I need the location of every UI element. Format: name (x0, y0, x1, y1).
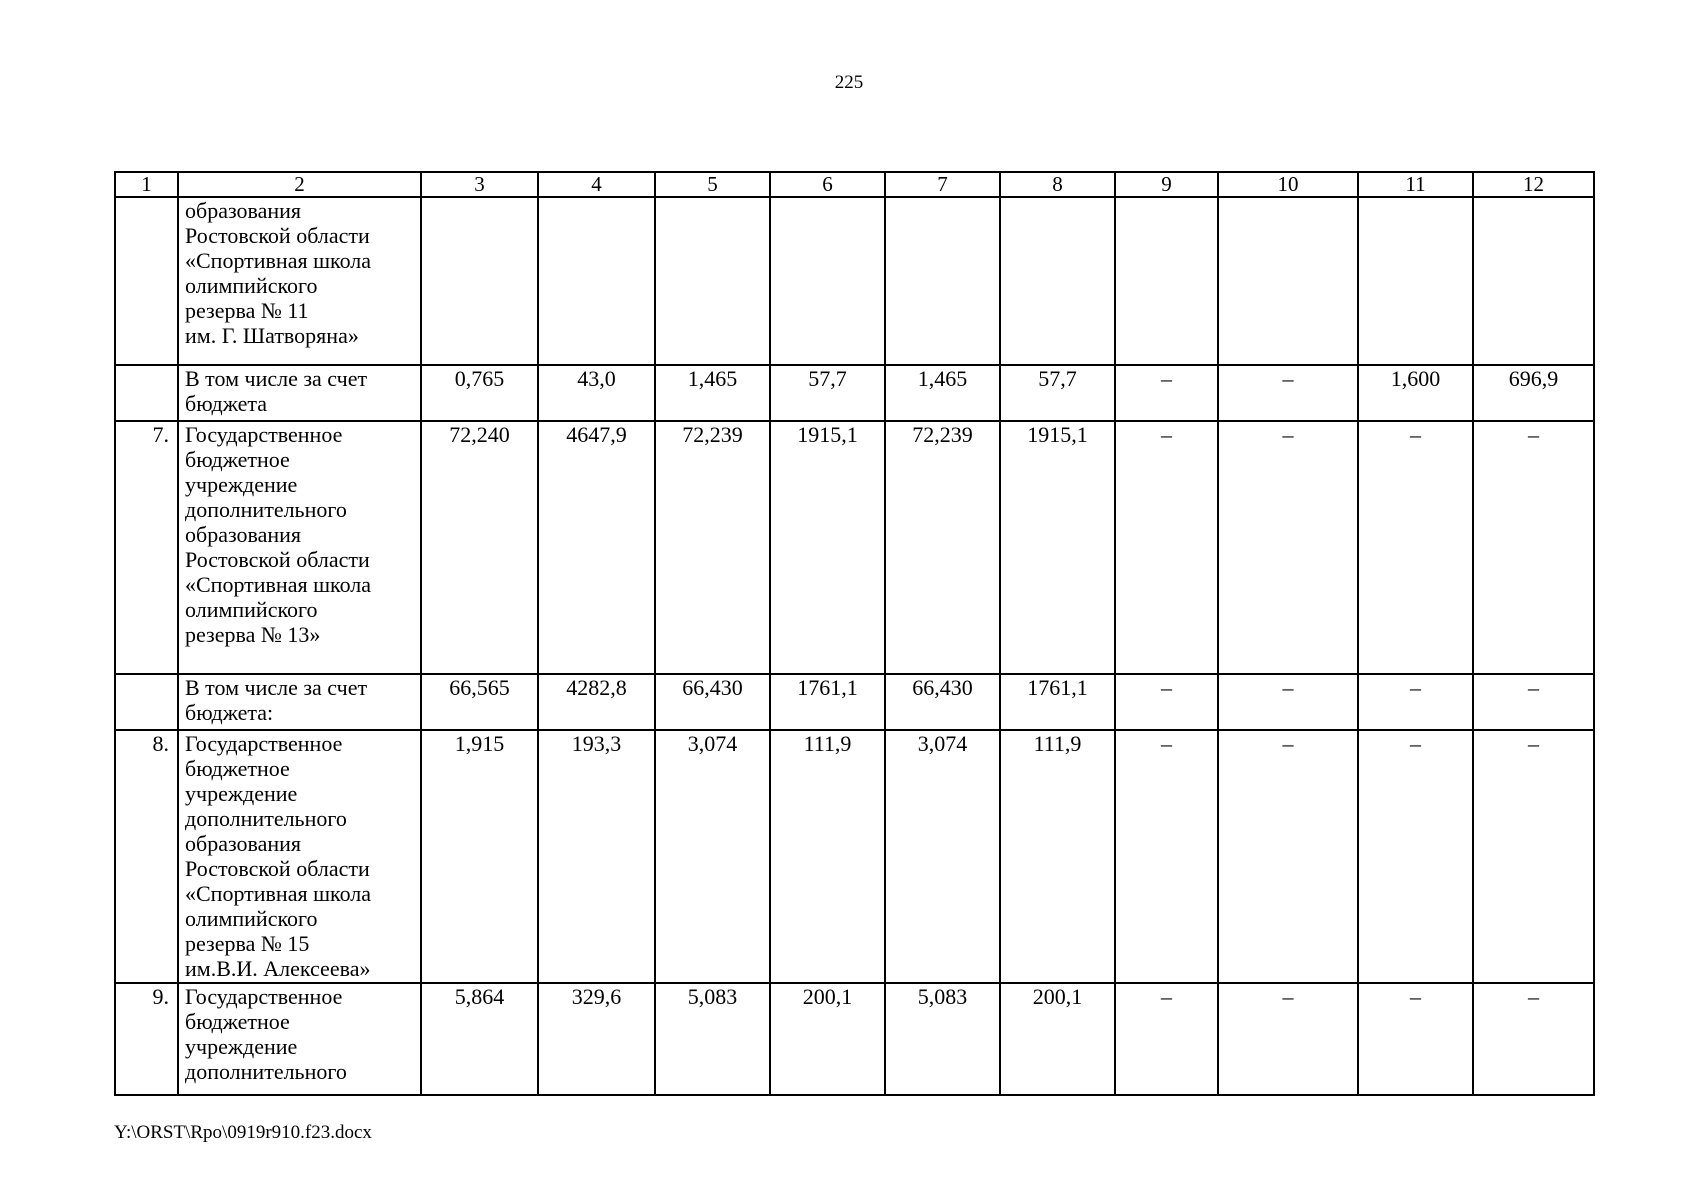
table-cell: 72,239 (885, 421, 1000, 674)
table-cell: 4282,8 (538, 674, 655, 730)
row-name: Государственное бюджетное учреждение дополнительного образования Ростовской области «Спортивная школа олимпийского резерва № 15 им.В.И. Алексеева» (178, 730, 421, 983)
table-row (115, 674, 1594, 730)
table-cell: 57,7 (1000, 365, 1115, 421)
table-row (115, 365, 1594, 421)
table-cell: – (1218, 421, 1358, 674)
table-cell: – (1473, 730, 1594, 983)
column-header: 2 (178, 172, 421, 197)
table-cell: 1,465 (885, 365, 1000, 421)
row-name: В том числе за счет бюджета: (178, 674, 421, 730)
column-header: 3 (421, 172, 538, 197)
table-row (115, 197, 1594, 365)
table-cell: 696,9 (1473, 365, 1594, 421)
table-cell: 193,3 (538, 730, 655, 983)
column-header: 5 (655, 172, 770, 197)
table-cell: – (1115, 365, 1218, 421)
table-cell (1218, 197, 1358, 365)
table-cell: 57,7 (770, 365, 885, 421)
table-cell (885, 197, 1000, 365)
table-cell: 1915,1 (1000, 421, 1115, 674)
table-cell: – (1358, 983, 1473, 1095)
column-header: 10 (1218, 172, 1358, 197)
table-row (115, 421, 1594, 674)
table-cell: 5,083 (655, 983, 770, 1095)
table-cell: 66,565 (421, 674, 538, 730)
table-cell (1115, 197, 1218, 365)
column-header: 6 (770, 172, 885, 197)
table-cell: 329,6 (538, 983, 655, 1095)
table-cell (1358, 197, 1473, 365)
table-cell: 1915,1 (770, 421, 885, 674)
column-header: 7 (885, 172, 1000, 197)
table-cell: – (1115, 730, 1218, 983)
table-cell: 200,1 (1000, 983, 1115, 1095)
table-cell: – (1218, 365, 1358, 421)
table-cell: 1,915 (421, 730, 538, 983)
table-cell: – (1473, 421, 1594, 674)
table-row (115, 730, 1594, 983)
table-cell: 1761,1 (770, 674, 885, 730)
row-number: 7. (115, 421, 178, 674)
table-cell: – (1115, 421, 1218, 674)
row-number (115, 674, 178, 730)
column-header: 8 (1000, 172, 1115, 197)
table-cell: 200,1 (770, 983, 885, 1095)
table-cell: 5,864 (421, 983, 538, 1095)
column-header: 1 (115, 172, 178, 197)
column-header: 4 (538, 172, 655, 197)
row-number (115, 197, 178, 365)
table-row (115, 983, 1594, 1095)
table-cell: 43,0 (538, 365, 655, 421)
table-cell: 72,239 (655, 421, 770, 674)
column-header: 12 (1473, 172, 1594, 197)
column-header: 9 (1115, 172, 1218, 197)
table-cell: 66,430 (885, 674, 1000, 730)
row-number: 8. (115, 730, 178, 983)
table-cell: – (1473, 983, 1594, 1095)
row-name: образования Ростовской области «Спортивная школа олимпийского резерва № 11 им. Г. Шатворяна» (178, 197, 421, 365)
row-number: 9. (115, 983, 178, 1095)
table-cell (770, 197, 885, 365)
row-name: Государственное бюджетное учреждение дополнительного (178, 983, 421, 1095)
table-cell (421, 197, 538, 365)
footer-file-path: Y:\ORST\Rpo\0919r910.f23.docx (114, 1122, 372, 1143)
column-header: 11 (1358, 172, 1473, 197)
table-cell: – (1218, 674, 1358, 730)
table-cell: – (1358, 730, 1473, 983)
row-name: Государственное бюджетное учреждение дополнительного образования Ростовской области «Спортивная школа олимпийского резерва № 13» (178, 421, 421, 674)
table-cell: – (1473, 674, 1594, 730)
table-cell: 1,600 (1358, 365, 1473, 421)
row-number (115, 365, 178, 421)
table-cell: 111,9 (770, 730, 885, 983)
table-cell: – (1358, 674, 1473, 730)
table-cell: 0,765 (421, 365, 538, 421)
table-cell: 72,240 (421, 421, 538, 674)
table-cell: – (1218, 983, 1358, 1095)
table-cell: – (1218, 730, 1358, 983)
data-table (114, 171, 1595, 1096)
table-cell: 3,074 (655, 730, 770, 983)
table-cell (655, 197, 770, 365)
table-header-row (115, 172, 1594, 197)
table-cell: – (1115, 674, 1218, 730)
table-cell (1473, 197, 1594, 365)
table-cell: 3,074 (885, 730, 1000, 983)
table-cell: 4647,9 (538, 421, 655, 674)
table-cell: 66,430 (655, 674, 770, 730)
page-number: 225 (834, 72, 864, 93)
table-cell: 5,083 (885, 983, 1000, 1095)
table-cell: 111,9 (1000, 730, 1115, 983)
table-cell: 1,465 (655, 365, 770, 421)
table-cell (1000, 197, 1115, 365)
table-cell (538, 197, 655, 365)
table-cell: – (1115, 983, 1218, 1095)
table-cell: – (1358, 421, 1473, 674)
table-cell: 1761,1 (1000, 674, 1115, 730)
row-name: В том числе за счет бюджета (178, 365, 421, 421)
